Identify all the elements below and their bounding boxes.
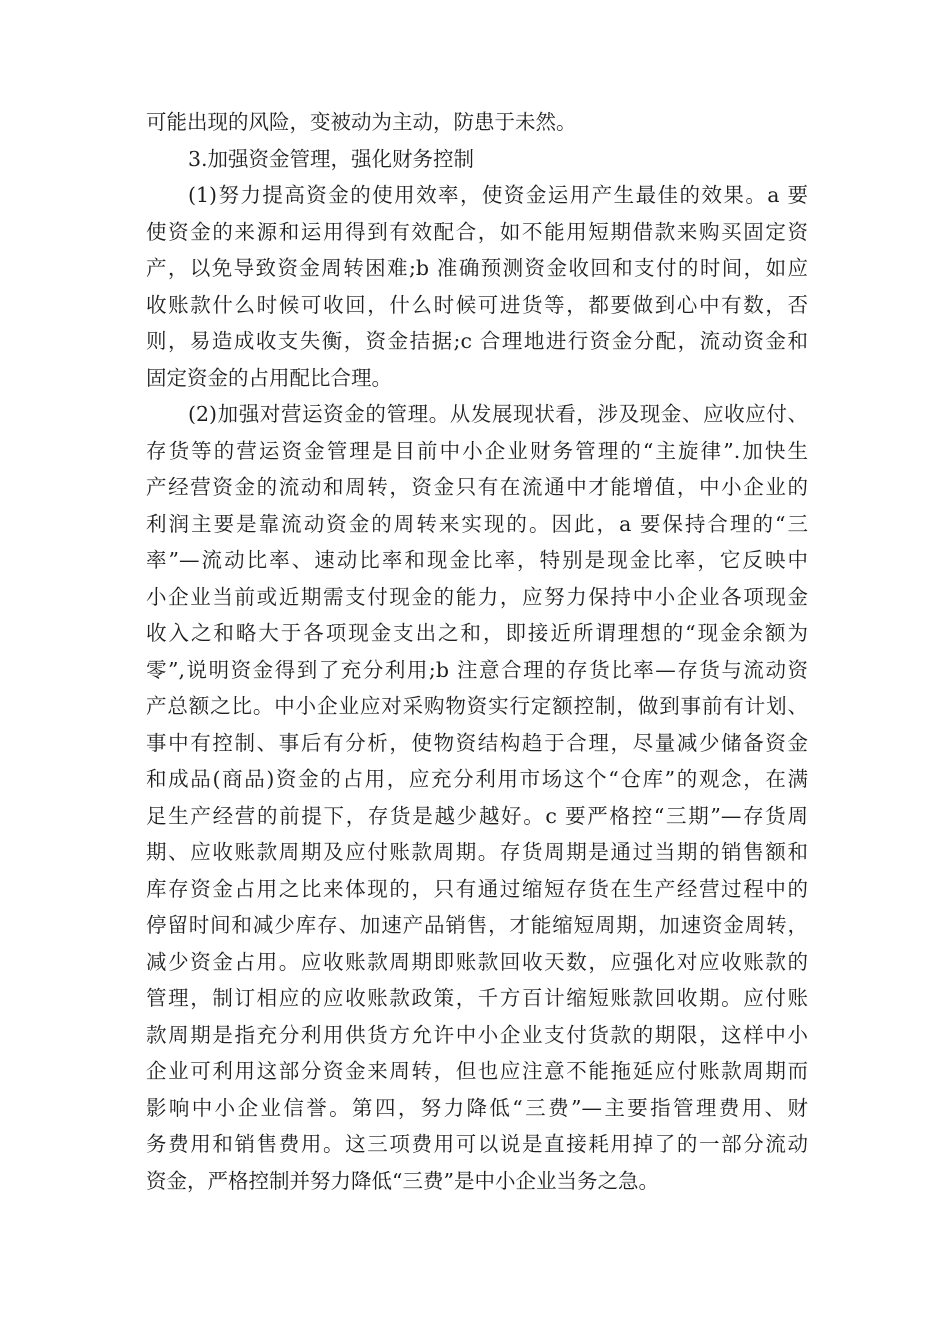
text-line: 使资金的来源和运用得到有效配合，如不能用短期借款来购买固定资 [146, 219, 808, 244]
text-line: 停留时间和减少库存、加速产品销售，才能缩短周期，加速资金周转， [146, 913, 808, 937]
text-line: 款周期是指充分利用供货方允许中小企业支付货款的期限，这样中小 [146, 1022, 808, 1047]
text-line: 减少资金占用。应收账款周期即账款回收天数，应强化对应收账款的 [146, 949, 808, 974]
text-line: 产经营资金的流动和周转，资金只有在流通中才能增值，中小企业的 [146, 475, 808, 499]
text-line: 期、应收账款周期及应付账款周期。存货周期是通过当期的销售额和 [146, 840, 808, 864]
text-line: 利润主要是靠流动资金的周转来实现的。因此，a 要保持合理的“三 [146, 511, 808, 536]
text-line: 固定资金的占用配比合理。 [146, 365, 392, 390]
text-line: 收账款什么时候可收回，什么时候可进货等，都要做到心中有数，否 [146, 292, 808, 317]
text-line: 企业可利用这部分资金来周转，但也应注意不能拖延应付账款周期而 [146, 1059, 808, 1083]
text-line: (1)努力提高资金的使用效率，使资金运用产生最佳的效果。a 要 [188, 183, 808, 207]
text-line: 率”—流动比率、速动比率和现金比率，特别是现金比率，它反映中 [146, 548, 808, 572]
text-line: 足生产经营的前提下，存货是越少越好。c 要严格控“三期”—存货周 [146, 803, 808, 828]
text-line: (2)加强对营运资金的管理。从发展现状看，涉及现金、应收应付、 [188, 402, 808, 426]
text-line: 库存资金占用之比来体现的，只有通过缩短存货在生产经营过程中的 [146, 876, 808, 901]
text-line: 事中有控制、事后有分析，使物资结构趋于合理，尽量减少储备资金 [146, 730, 808, 755]
text-line: 产总额之比。中小企业应对采购物资实行定额控制，做到事前有计划、 [146, 694, 808, 718]
text-line: 产，以免导致资金周转困难;b 准确预测资金收回和支付的时间，如应 [146, 256, 808, 280]
text-line: 影响中小企业信誉。第四，努力降低“三费”—主要指管理费用、财 [146, 1095, 808, 1120]
text-line: 资金，严格控制并努力降低“三费”是中小企业当务之急。 [146, 1168, 659, 1193]
text-line: 小企业当前或近期需支付现金的能力，应努力保持中小企业各项现金 [146, 584, 808, 609]
text-line: 务费用和销售费用。这三项费用可以说是直接耗用掉了的一部分流动 [146, 1132, 808, 1156]
text-line: 和成品(商品)资金的占用，应充分利用市场这个“仓库”的观念，在满 [146, 767, 808, 791]
section-heading: 3.加强资金管理，强化财务控制 [188, 146, 475, 171]
text-line: 可能出现的风险，变被动为主动，防患于未然。 [146, 110, 577, 134]
text-line: 收入之和略大于各项现金支出之和，即接近所谓理想的“现金余额为 [146, 621, 808, 645]
text-line: 则，易造成收支失衡，资金拮据;c 合理地进行资金分配，流动资金和 [146, 329, 808, 353]
document-body [146, 104, 808, 1199]
text-line: 管理，制订相应的应收账款政策，千方百计缩短账款回收期。应付账 [146, 986, 808, 1010]
text-line: 存货等的营运资金管理是目前中小企业财务管理的“主旋律”.加快生 [146, 438, 808, 463]
text-line: 零”,说明资金得到了充分利用;b 注意合理的存货比率—存货与流动资 [146, 657, 808, 682]
